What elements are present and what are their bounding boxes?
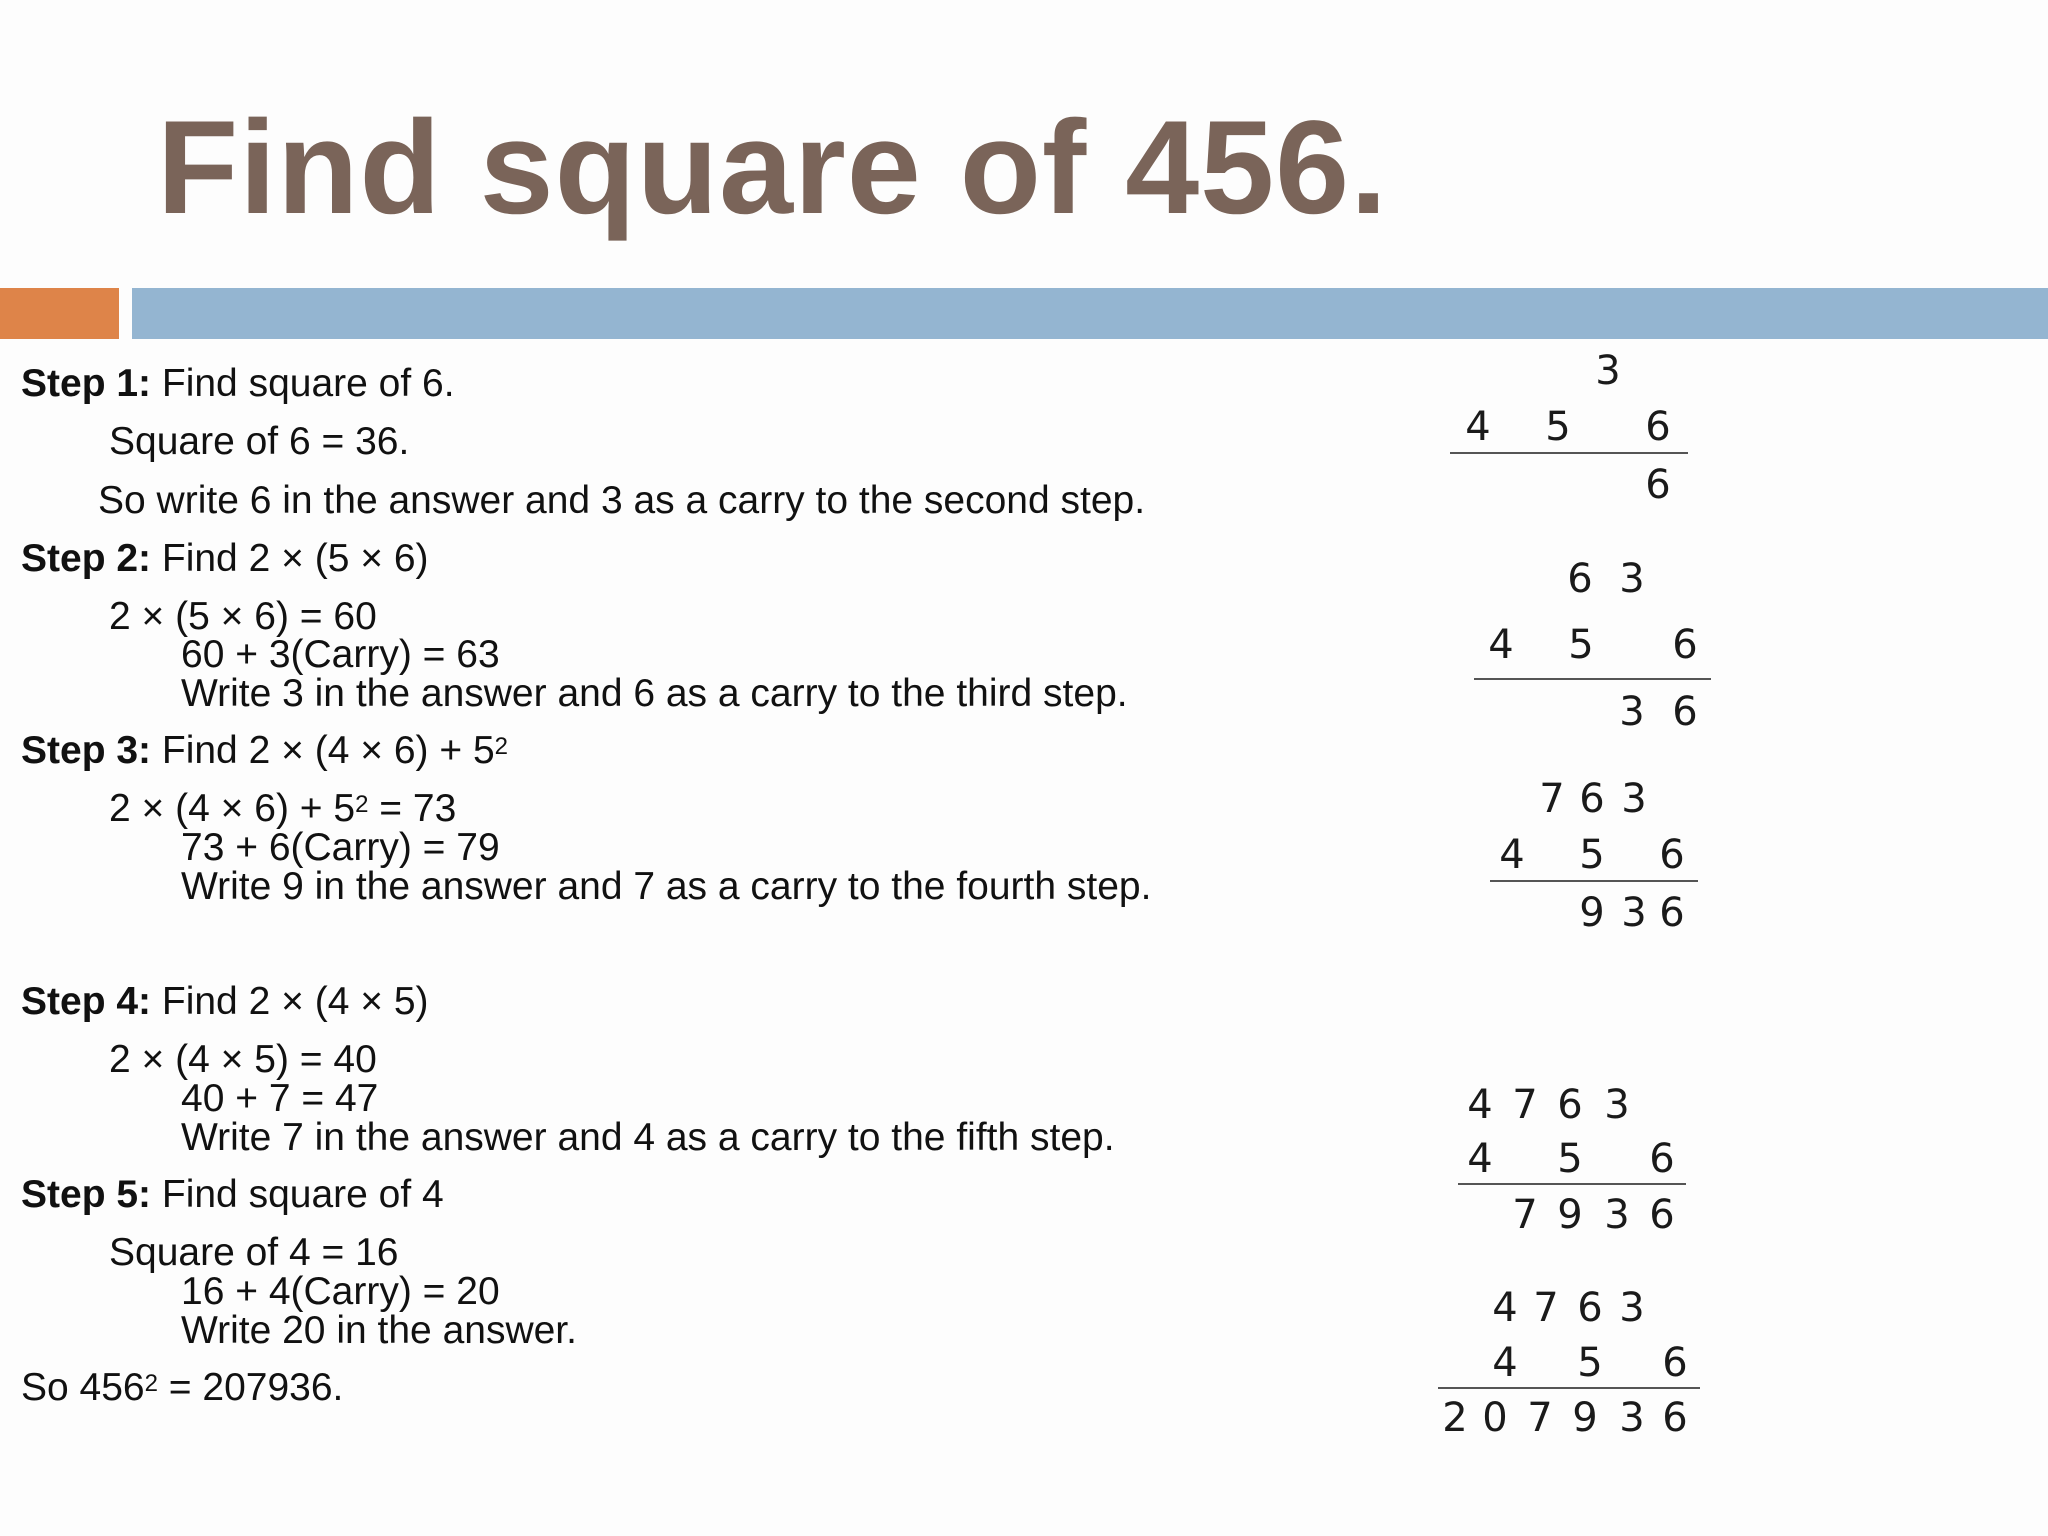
calc-digit: 7 [1533,1285,1559,1331]
step-3-label: Step 3: [21,729,152,772]
calc-digit: 6 [1649,1136,1675,1182]
step-4-line-1: 2 × (4 × 5) = 40 [109,1038,377,1081]
step-3-line-1-result: = 73 [368,787,457,830]
step-4-line-3: Write 7 in the answer and 4 as a carry to the fifth step. [181,1116,1115,1159]
calc-digit: 6 [1662,1395,1688,1441]
calc-result-row [1450,1190,1710,1240]
step-5-label: Step 5: [21,1173,152,1216]
calc-underline [1474,678,1711,680]
calc-result-row [1460,687,1720,737]
accent-bar-orange [0,288,119,339]
step-2-heading [21,536,429,582]
calc-number-row [1440,402,1700,452]
step-1-label: Step 1: [21,362,152,405]
step-2-line-2: 60 + 3(Carry) = 63 [181,633,500,676]
step-4-line-2: 40 + 7 = 47 [181,1077,379,1120]
step-3-line-1-expr: 2 × (4 × 6) + 5 [109,787,356,830]
step-2-text: Find 2 × (5 × 6) [151,537,429,580]
step-3-line-2: 73 + 6(Carry) = 79 [181,826,500,869]
calc-digit: 6 [1645,462,1671,508]
calc-digit: 4 [1492,1285,1518,1331]
calc-digit: 5 [1568,622,1594,668]
step-1-line-2: So write 6 in the answer and 3 as a carry to the second step. [98,479,1146,522]
calc-digit: 4 [1488,622,1514,668]
calc-digit: 6 [1659,890,1685,936]
calc-digit: 7 [1539,776,1565,822]
calc-digit: 6 [1672,622,1698,668]
calc-digit: 7 [1527,1395,1553,1441]
step-3-line-1-exponent: 2 [355,791,369,818]
calc-underline [1450,452,1688,454]
step-5-line-2: 16 + 4(Carry) = 20 [181,1270,500,1313]
calc-digit: 3 [1619,689,1645,735]
step-2-label: Step 2: [21,537,152,580]
step-1-line-1: Square of 6 = 36. [109,420,410,463]
step-4-text: Find 2 × (4 × 5) [151,980,429,1023]
step-4-label: Step 4: [21,980,152,1023]
calc-digit: 5 [1557,1136,1583,1182]
step-1-text: Find square of 6. [151,362,455,405]
calc-result-row [1440,460,1700,510]
accent-bar-blue [132,288,2048,339]
calc-digit: 3 [1604,1082,1630,1128]
calc-digit: 7 [1512,1082,1538,1128]
step-5-text: Find square of 4 [151,1173,444,1216]
step-2-line-1: 2 × (5 × 6) = 60 [109,595,377,638]
calc-carry-row [1460,554,1720,604]
final-answer-result: = 207936. [157,1366,344,1409]
calc-underline [1458,1183,1686,1185]
calc-digit: 4 [1499,832,1525,878]
calc-carry-row [1450,1080,1710,1130]
step-3-text: Find 2 × (4 × 6) + 5 [151,729,495,772]
calc-digit: 6 [1557,1082,1583,1128]
calc-digit: 4 [1492,1340,1518,1386]
calc-digit: 3 [1621,776,1647,822]
step-3-line-3: Write 9 in the answer and 7 as a carry to the fourth step. [181,865,1152,908]
calc-digit: 3 [1619,1285,1645,1331]
final-answer [21,1365,343,1411]
calc-digit: 5 [1577,1340,1603,1386]
calc-carry-row [1440,1283,1700,1333]
calc-digit: 4 [1467,1082,1493,1128]
calc-number-row [1440,1338,1700,1388]
calc-digit: 6 [1659,832,1685,878]
calc-digit: 3 [1619,1395,1645,1441]
step-4-heading [21,979,429,1025]
calc-digit: 3 [1604,1192,1630,1238]
calc-digit: 5 [1545,404,1571,450]
calc-digit: 6 [1662,1340,1688,1386]
step-5-line-1: Square of 4 = 16 [109,1231,399,1274]
calc-result-row [1480,888,1740,938]
page-title: Find square of 456. [157,94,1389,242]
calc-digit: 6 [1579,776,1605,822]
calc-result-row [1440,1393,1700,1443]
calc-digit: 4 [1467,1136,1493,1182]
calc-digit: 6 [1649,1192,1675,1238]
calc-digit: 2 [1442,1395,1468,1441]
step-2-line-3: Write 3 in the answer and 6 as a carry to the third step. [181,672,1128,715]
calc-digit: 6 [1672,689,1698,735]
calc-digit: 9 [1557,1192,1583,1238]
calc-carry-row [1480,774,1740,824]
calc-carry-row [1440,346,1700,396]
calc-digit: 6 [1645,404,1671,450]
calc-digit: 3 [1595,348,1621,394]
step-1-heading [21,361,455,407]
calc-digit: 3 [1621,890,1647,936]
calc-number-row [1480,830,1740,880]
step-3-exponent: 2 [494,733,509,760]
calc-digit: 9 [1579,890,1605,936]
calc-digit: 3 [1619,556,1645,602]
calc-digit: 9 [1572,1395,1598,1441]
calc-digit: 7 [1512,1192,1538,1238]
calc-underline [1438,1387,1700,1389]
step-5-line-3: Write 20 in the answer. [181,1309,577,1352]
final-answer-exponent: 2 [144,1370,158,1397]
calc-digit: 0 [1482,1395,1508,1441]
calc-number-row [1450,1134,1710,1184]
step-3-heading [21,728,508,774]
calc-digit: 5 [1579,832,1605,878]
step-5-heading [21,1172,444,1218]
calc-number-row [1460,620,1720,670]
final-answer-base: So 456 [21,1366,145,1409]
calc-digit: 6 [1577,1285,1603,1331]
calc-underline [1490,880,1698,882]
calc-digit: 6 [1567,556,1593,602]
calc-digit: 4 [1465,404,1491,450]
